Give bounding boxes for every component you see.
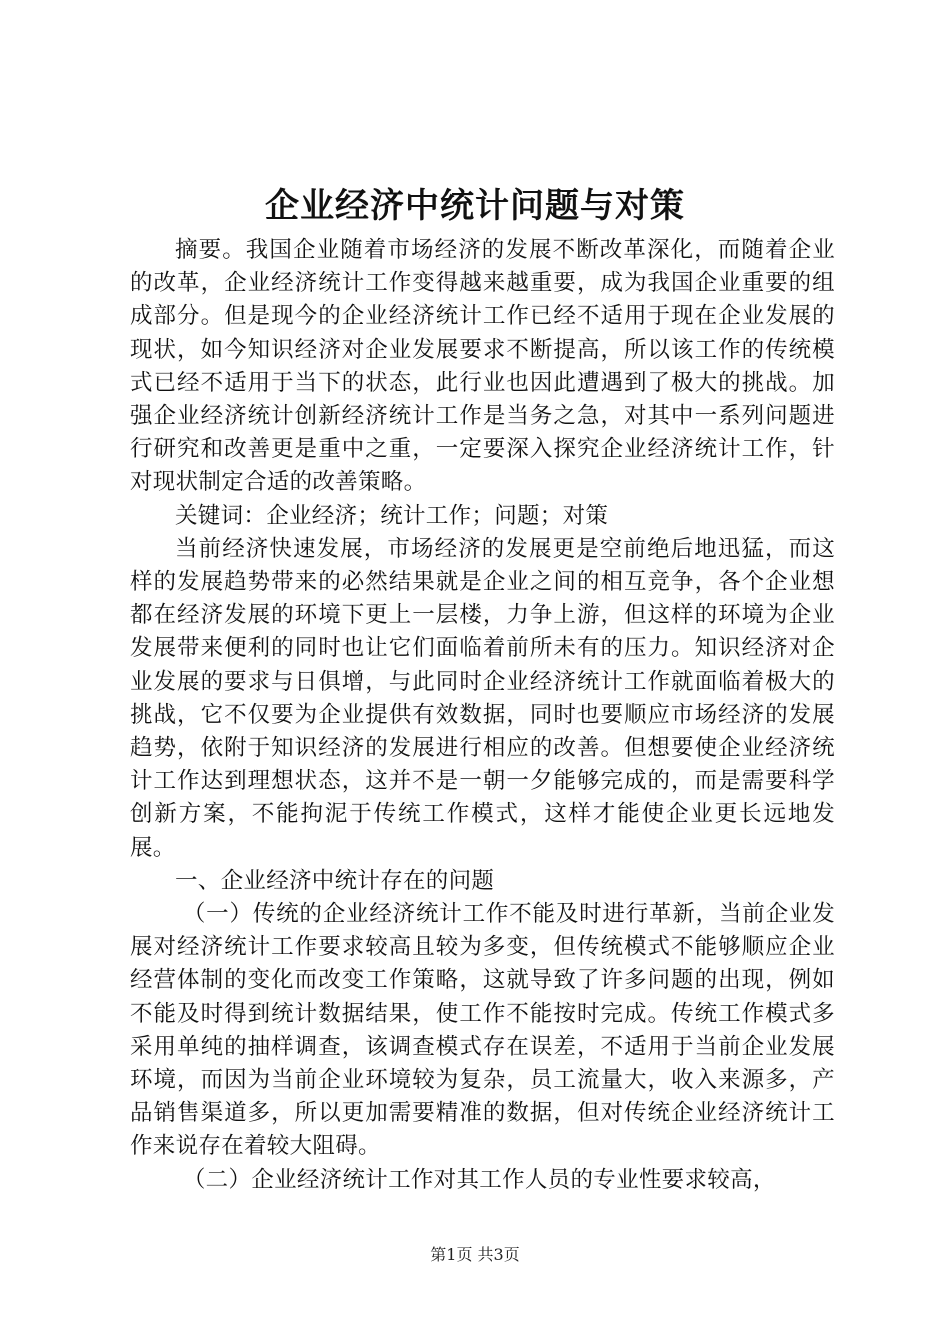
problem-one-paragraph: （一）传统的企业经济统计工作不能及时进行革新，当前企业发展对经济统计工作要求较高且较为多变，但传统模式不能够顺应企业经营体制的变化而改变工作策略，这就导致了许多问题的出现，例如不能及时得到统计数据结果，使工作不能按时完成。传统工作模式多采用单纯的抽样调查，该调查模式存在误差，不适用于当前企业发展环境，而因为当前企业环境较为复杂，员工流量大，收入来源多，产品销售渠道多，所以更加需要精准的数据，但对传统企业经济统计工作来说存在着较大阻碍。 [130,901,835,1160]
keywords-paragraph: 关键词：企业经济；统计工作；问题；对策 [175,502,609,529]
page-footer: 第1页 共3页 [430,1245,520,1264]
section-heading: 一、企业经济中统计存在的问题 [175,867,495,894]
abstract-paragraph: 摘要。我国企业随着市场经济的发展不断改革深化，而随着企业的改革，企业经济统计工作变得越来越重要，成为我国企业重要的组成部分。但是现今的企业经济统计工作已经不适用于现在企业发展的现状，如今知识经济对企业发展要求不断提高，所以该工作的传统模式已经不适用于当下的状态，此行业也因此遭遇到了极大的挑战。加强企业经济统计创新经济统计工作是当务之急，对其中一系列问题进行研究和改善更是重中之重，一定要深入探究企业经济统计工作，针对现状制定合适的改善策略。 [130,237,835,496]
intro-paragraph: 当前经济快速发展，市场经济的发展更是空前绝后地迅猛，而这样的发展趋势带来的必然结果就是企业之间的相互竞争，各个企业想都在经济发展的环境下更上一层楼，力争上游，但这样的环境为企业发展带来便利的同时也让它们面临着前所未有的压力。知识经济对企业发展的要求与日俱增，与此同时企业经济统计工作就面临着极大的挑战，它不仅要为企业提供有效数据，同时也要顺应市场经济的发展趋势，依附于知识经济的发展进行相应的改善。但想要使企业经济统计工作达到理想状态，这并不是一朝一夕能够完成的，而是需要科学创新方案，不能拘泥于传统工作模式，这样才能使企业更长远地发展。 [130,535,835,861]
document-title: 企业经济中统计问题与对策 [265,186,685,226]
document-body [130,234,835,1197]
problem-two-paragraph: （二）企业经济统计工作对其工作人员的专业性要求较高， [182,1166,776,1193]
